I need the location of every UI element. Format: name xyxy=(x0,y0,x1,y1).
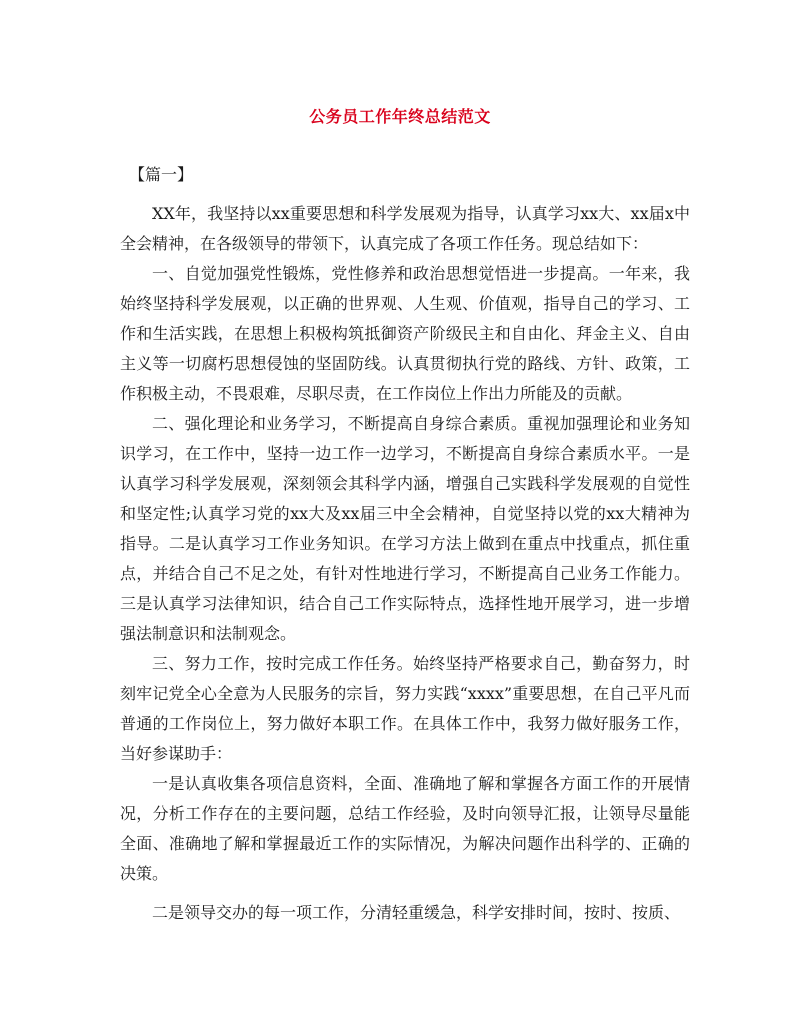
document-body xyxy=(120,160,690,928)
paragraph-work: 三、努力工作，按时完成工作任务。始终坚持严格要求自己，勤奋努力，时刻牢记党全心全意为人民服务的宗旨，努力实践“xxxx”重要思想，在自己平凡而普通的工作岗位上，努力做好本职工作。在具体工作中，我努力做好服务工作，当好参谋助手： xyxy=(120,654,690,763)
paragraph-info-collection: 一是认真收集各项信息资料，全面、准确地了解和掌握各方面工作的开展情况，分析工作存在的主要问题，总结工作经验，及时向领导汇报，让领导尽量能全面、准确地了解和掌握最近工作的实际情况，为解决问题作出科学的、正确的决策。 xyxy=(120,774,690,883)
spacer xyxy=(120,190,690,199)
paragraph-study: 二、强化理论和业务学习，不断提高自身综合素质。重视加强理论和业务知识学习，在工作中，坚持一边工作一边学习，不断提高自身综合素质水平。一是认真学习科学发展观，深刻领会其科学内涵，增强自己实践科学发展观的自觉性和坚定性;认真学习党的xx大及xx届三中全会精神，自觉坚持以党的xx大精神为指导。二是认真学习工作业务知识。在学习方法上做到在重点中找重点，抓住重点，并结合自己不足之处，有针对性地进行学习，不断提高自己业务工作能力。三是认真学习法律知识，结合自己工作实际特点，选择性地开展学习，进一步增强法制意识和法制观念。 xyxy=(120,414,690,643)
section-label: 【篇一】 xyxy=(129,165,194,184)
paragraph-intro: XX年，我坚持以xx重要思想和科学发展观为指导，认真学习xx大、xx届x中全会精神，在各级领导的带领下，认真完成了各项工作任务。现总结如下： xyxy=(120,204,690,253)
paragraph-party-spirit: 一、自觉加强党性锻炼，党性修养和政治思想觉悟进一步提高。一年来，我始终坚持科学发展观，以正确的世界观、人生观、价值观，指导自己的学习、工作和生活实践，在思想上积极构筑抵御资产阶级民主和自由化、拜金主义、自由主义等一切腐朽思想侵蚀的坚固防线。认真贯彻执行党的路线、方针、政策，工作积极主动，不畏艰难，尽职尽责，在工作岗位上作出力所能及的贡献。 xyxy=(120,264,690,403)
document-title: 公务员工作年终总结范文 xyxy=(309,107,491,126)
spacer xyxy=(120,889,690,898)
paragraph-assigned-tasks: 二是领导交办的每一项工作，分清轻重缓急，科学安排时间，按时、按质、 xyxy=(152,903,681,922)
